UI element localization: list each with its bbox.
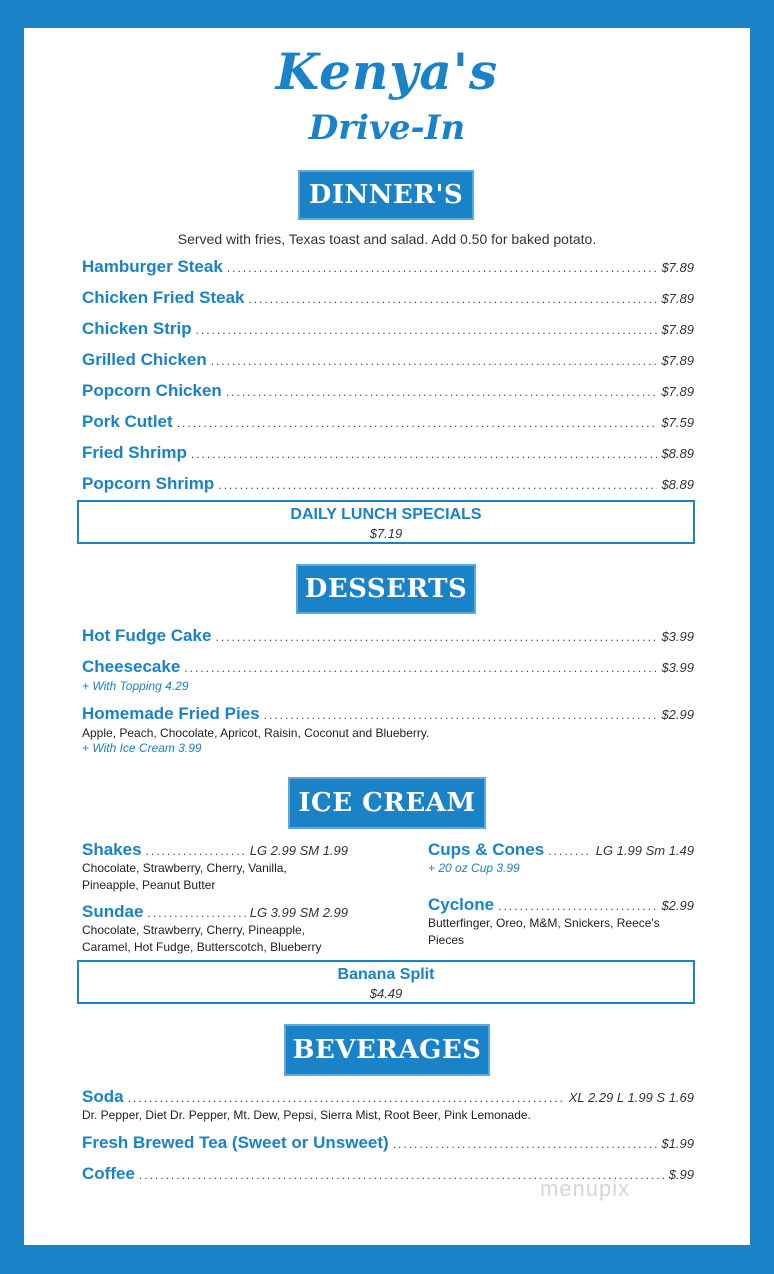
menu-item-chicken-fried-steak bbox=[82, 288, 694, 310]
banana-split-title: Banana Split bbox=[337, 966, 435, 983]
item-price: $7.89 bbox=[661, 291, 694, 306]
daily-lunch-specials-box bbox=[77, 500, 695, 544]
item-price: LG 1.99 Sm 1.49 bbox=[595, 843, 694, 858]
leader-dots bbox=[249, 292, 658, 306]
banana-split-price: $4.49 bbox=[369, 986, 403, 1001]
item-name: Cheesecake bbox=[82, 657, 181, 676]
leader-dots bbox=[128, 1091, 565, 1105]
item-price: $7.59 bbox=[661, 415, 694, 430]
item-name: Chicken Strip bbox=[82, 319, 192, 338]
cyclone-note-2: Pieces bbox=[428, 933, 465, 947]
shakes-note-1: Chocolate, Strawberry, Cherry, Vanilla, bbox=[82, 861, 287, 875]
leader-dots bbox=[147, 906, 245, 920]
menu-item-shakes bbox=[82, 840, 348, 860]
item-name: Hot Fudge Cake bbox=[82, 626, 212, 645]
item-price: $7.89 bbox=[661, 384, 694, 399]
menu-item-popcorn-chicken bbox=[82, 381, 694, 403]
item-name: Popcorn Shrimp bbox=[82, 474, 215, 493]
dinners-heading: DINNER'S bbox=[300, 172, 472, 218]
menu-item-sundae bbox=[82, 902, 348, 922]
leader-dots bbox=[196, 323, 658, 337]
item-price: LG 3.99 SM 2.99 bbox=[249, 905, 348, 920]
menupix-watermark: menupix bbox=[540, 1176, 631, 1201]
shakes-note-2: Pineapple, Peanut Butter bbox=[82, 878, 216, 892]
item-price: $1.99 bbox=[661, 1136, 694, 1151]
item-name: Grilled Chicken bbox=[82, 350, 207, 369]
item-name: Fried Shrimp bbox=[82, 443, 187, 462]
item-price: $2.99 bbox=[661, 707, 694, 722]
special-title: DAILY LUNCH SPECIALS bbox=[290, 506, 482, 523]
menu-item-hamburger-steak bbox=[82, 257, 694, 279]
cyclone-note-1: Butterfinger, Oreo, M&M, Snickers, Reece's bbox=[428, 916, 660, 930]
leader-dots bbox=[184, 661, 657, 675]
menu-item-pork-cutlet bbox=[82, 412, 694, 434]
item-name: Chicken Fried Steak bbox=[82, 288, 245, 307]
sundae-note-2: Caramel, Hot Fudge, Butterscotch, Blueberry bbox=[82, 940, 322, 954]
leader-dots bbox=[211, 354, 658, 368]
fried-pies-addon: + With Ice Cream 3.99 bbox=[82, 741, 202, 755]
item-price: $7.89 bbox=[661, 260, 694, 275]
menu-item-tea bbox=[82, 1133, 694, 1155]
item-name: Cyclone bbox=[428, 895, 495, 914]
leader-dots bbox=[393, 1137, 658, 1151]
item-name: Pork Cutlet bbox=[82, 412, 173, 431]
item-name: Coffee bbox=[82, 1164, 135, 1183]
item-name: Soda bbox=[82, 1087, 124, 1106]
desserts-heading: DESSERTS bbox=[298, 566, 474, 612]
item-name: Popcorn Chicken bbox=[82, 381, 222, 400]
fried-pies-note: Apple, Peach, Chocolate, Apricot, Raisin, Coconut and Blueberry. bbox=[82, 726, 430, 740]
item-price: $7.89 bbox=[661, 353, 694, 368]
item-price: $.99 bbox=[668, 1167, 694, 1182]
item-price: XL 2.29 L 1.99 S 1.69 bbox=[568, 1090, 694, 1105]
ice-cream-heading: ICE CREAM bbox=[290, 779, 484, 827]
leader-dots bbox=[191, 447, 658, 461]
menu-item-grilled-chicken bbox=[82, 350, 694, 372]
item-name: Shakes bbox=[82, 840, 142, 859]
item-price: $3.99 bbox=[661, 629, 694, 644]
menu-item-homemade-fried-pies bbox=[82, 704, 694, 726]
item-price: $8.89 bbox=[661, 477, 694, 492]
leader-dots bbox=[218, 478, 657, 492]
leader-dots bbox=[177, 416, 658, 430]
item-name: Hamburger Steak bbox=[82, 257, 223, 276]
cups-addon: + 20 oz Cup 3.99 bbox=[428, 861, 520, 875]
leader-dots bbox=[227, 261, 658, 275]
logo-line-1: Kenya's bbox=[275, 42, 499, 101]
item-price: $8.89 bbox=[661, 446, 694, 461]
sundae-note-1: Chocolate, Strawberry, Cherry, Pineapple, bbox=[82, 923, 305, 937]
dinners-subtitle: Served with fries, Texas toast and salad. Add 0.50 for baked potato. bbox=[177, 231, 597, 247]
item-name: Sundae bbox=[82, 902, 144, 921]
logo-line-2: Drive-In bbox=[308, 108, 466, 148]
menu-item-cheesecake bbox=[82, 657, 694, 679]
banana-split-box bbox=[77, 960, 695, 1004]
soda-note: Dr. Pepper, Diet Dr. Pepper, Mt. Dew, Pepsi, Sierra Mist, Root Beer, Pink Lemonade. bbox=[82, 1108, 531, 1122]
menu-item-popcorn-shrimp bbox=[82, 474, 694, 496]
leader-dots bbox=[498, 899, 657, 913]
beverages-heading: BEVERAGES bbox=[286, 1026, 488, 1074]
leader-dots bbox=[226, 385, 658, 399]
menu-item-cyclone bbox=[428, 895, 694, 915]
item-price: LG 2.99 SM 1.99 bbox=[249, 843, 348, 858]
menu-item-hot-fudge-cake bbox=[82, 626, 694, 648]
item-price: $7.89 bbox=[661, 322, 694, 337]
menu-item-soda bbox=[82, 1087, 694, 1109]
leader-dots bbox=[548, 844, 592, 858]
leader-dots bbox=[146, 844, 246, 858]
special-price: $7.19 bbox=[369, 526, 403, 541]
item-price: $3.99 bbox=[661, 660, 694, 675]
leader-dots bbox=[215, 630, 657, 644]
item-name: Fresh Brewed Tea (Sweet or Unsweet) bbox=[82, 1133, 389, 1152]
menu-item-chicken-strip bbox=[82, 319, 694, 341]
leader-dots bbox=[264, 708, 658, 722]
cheesecake-addon: + With Topping 4.29 bbox=[82, 679, 189, 693]
item-name: Cups & Cones bbox=[428, 840, 545, 859]
item-price: $2.99 bbox=[661, 898, 694, 913]
menu-item-cups-cones bbox=[428, 840, 694, 860]
menu-item-fried-shrimp bbox=[82, 443, 694, 465]
item-name: Homemade Fried Pies bbox=[82, 704, 260, 723]
